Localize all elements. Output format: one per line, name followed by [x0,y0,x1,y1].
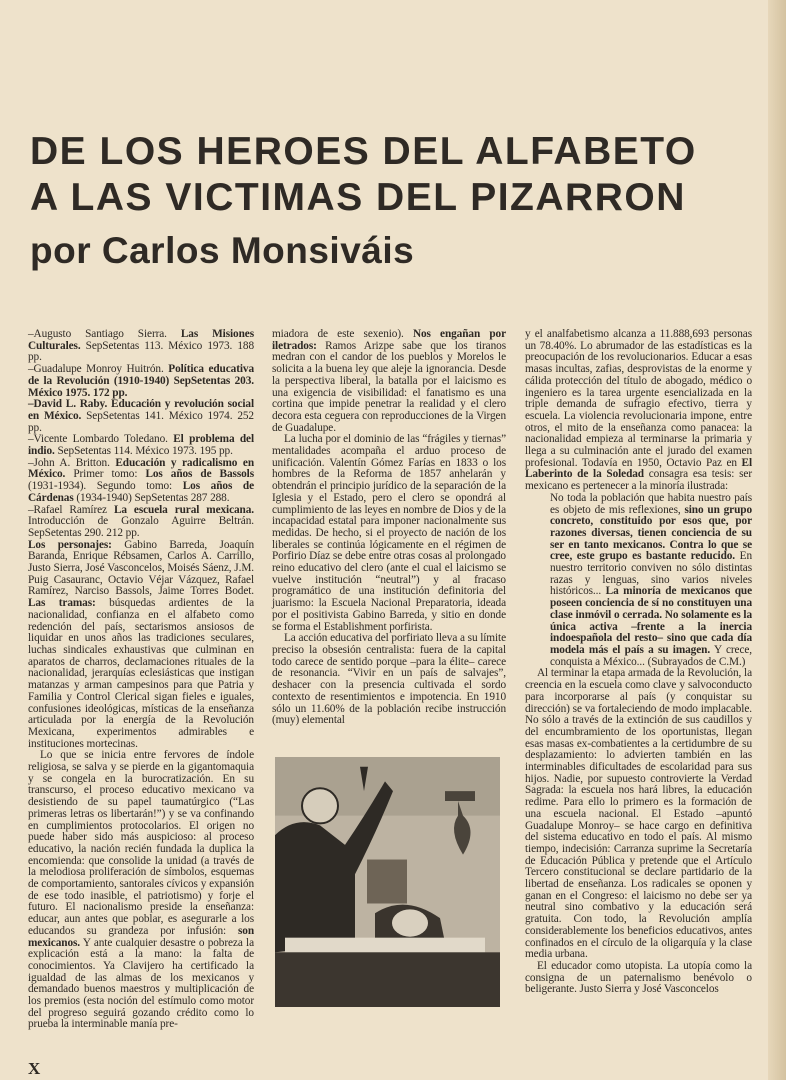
text-column-2 [272,329,506,1007]
text-run: –John A. Britton. [28,456,116,469]
article-title-line-1: DE LOS HEROES DEL ALFABETO [30,130,697,173]
text-run: Introducción de Gonzalo Aguirre Beltrán. SepSetentas 290. 212 pp. [28,515,254,539]
text-run: y el analfabetismo alcanza a 11.888,693 personas un 78.40%. Lo abrumador de las estadísticas es la preocupación de los revolucionarios. Educar a esas masas incultas, zafias, desprovistas de la enorme y cálida protección del título de abogado, médico o ingeniero es la tarea urgente esencializada en la triple demanda de sufragio efectivo, tierra y escuela. La violencia revolucionaria impone, entre otros, el mito de la enseñanza como panacea: la nacionalidad empieza al terminarse la primaria y llega a su culminación ante el jurado del examen profesional. Todavía en 1950, Octavio Paz en [525,328,752,469]
text-run: –Rafael Ramírez [28,503,114,516]
text-run: Primer tomo: [65,468,146,481]
bold-text: La escuela rural mexicana. [113,503,254,516]
text-run: Ramos Arizpe sabe que los tiranos medran con el candor de los pueblos y Morelos le solicita a la buena ley que aleje la ignorancia. Desde la perspectiva liberal, la batalla por el laicismo es una exigencia de visibilidad: el fanatismo es una cortina que impide penetrar la realidad y el clero decora esta ceguera con reproducciones de la Virgen de Guadalupe. [272,339,506,434]
text-run: La lucha por el dominio de las “frágiles y tiernas” mentalidades acompaña el arduo proceso de unificación. Valentín Gómez Farías en 1833 o los hombres de la Reforma de 1857 anhelarán y obtendrán el principio jurídico de la separación de la Iglesia y el Estado, pero el clero se opondrá al cumplimiento de las leyes en nombre de Dios y de la incapacidad estatal para imponer nacionalmente sus medidas. De hecho, si el proyecto de nación de los liberales se continúa lógicamente en el régimen de Porfirio Díaz se debe entre otras cosas al prolongado reino educativo del clero (ante el cual el laicismo se vuelve institución “neutral”) y al fracaso programático de una institución definitoria del juarismo: la Escuela Nacional Preparatoria, ideada por el positivista Gabino Barreda, y sitio en donde se forma el Establishment porfirista. [272,433,506,633]
text-run: miadora de este sexenio). [272,328,413,340]
paragraph [28,750,254,1031]
text-run: El educador como utopista. La utopía como la consigna de un paternalismo benévolo o beligerante. Justo Sierra y José Vasconcelos [525,959,752,996]
text-column-1 [28,329,254,1031]
page-number: X [28,1059,41,1078]
text-run: (1931-1934). Segundo tomo: [28,480,183,493]
bold-text: son mexicanos. [28,924,254,949]
article-byline: por Carlos Monsiváis [30,230,415,271]
bold-text: La minoría de mexicanos que poseen conciencia de sí no constituyen una clase inmóvil o cerrada. No solamente es la única activa –frente a la inercia indoespañola del resto– sino que cada día modela más el país a su imagen. [550,585,753,656]
text-run: –Vicente Lombardo Toledano. [28,433,174,446]
bold-text: –David L. Raby. Educación y revolución social en México. [28,398,254,422]
text-run: No toda la población que habita nuestro país es objeto de mis reflexiones, [550,491,752,516]
text-run: Y crece, conquista a México... (Subrayados de C.M.) [550,643,753,668]
text-run: búsquedas ardientes de la nacionalidad, confianza en el alfabeto como redención del país, sectarismos ansiosos de liquidar en unos años las tradiciones seculares, luchas sindicales exhaustivas que culminan en aparatos de charros, declamaciones rituales de la nacionalidad, jerarquías eclesiásticas que instigan matanzas y arman campesinos para que Patria y Familia y Control Clerical sigan fieles e iguales, confusiones ideológicas, místicas de la enseñanza articulada por la energía de la Revolución Mexicana, experimentos admirables e instituciones mortecinas. [28,597,254,750]
block-quote [550,493,752,669]
paragraph [525,668,752,961]
paragraph [525,329,752,493]
paragraph [28,540,254,751]
text-run: Y ante cualquier desastre o pobreza la explicación está a la mano: la falta de conocimientos. Ya Clavijero ha certificado la igualdad de las almas de los mexicanos y demandado buenos maestros y multiplicación de los premios (esta noción del estímulo como motor del progreso seguirá gozando crédito como lo prueba la interminable manía pre- [28,936,254,1031]
text-run: SepSetentas 114. México 1973. 195 pp. [54,445,233,458]
bold-text: El problema del indio. [28,433,254,458]
text-run: Gabino Barreda, Joaquín Baranda, Enrique Rébsamen, Carlos A. Carrillo, Justo Sierra, José Vasconcelos, Moisés Sáenz, J.M. Puig Casauranc, Octavio Véjar Vázquez, Rafael Ramírez, Narciso Bassols, Jaime Torres Bodet. [28,538,254,598]
text-run: La acción educativa del porfiriato lleva a su límite preciso la obsesión centralista: fuera de la capital todo carece de sentido porque –para la élite– carece de resonancia. “Vivir en un país de salvajes”, deshacer con la presencia cultivada el sordo contexto de resentimientos e impotencia. En 1910 sólo un 11.60% de la población recibe instrucción (muy) elemental [272,632,506,727]
text-column-3 [525,329,752,996]
bold-text: Las tramas: [28,597,96,610]
bold-text: Educación y radicalismo en México. [28,456,254,481]
bold-text: Los años de Bassols [145,468,254,481]
text-run: Lo que se inicia entre fervores de índole religiosa, se salva y se pierde en la gigantomaquia y se congela en la burocratización. En su transcurso, el proceso educativo mexicano va desistiendo de su papel taumatúrgico (“Las primeras letras os libertarán!”) y se va confinando en cumplimientos protocolarios. El origen no puede haber sido más auspicioso: al proceso educativo, la nación recién fundada la duplica la encomienda: que consolide la unidad (a través de la melodiosa proliferación de símbolos, esquemas de comportamiento, santorales cívicos y expansión de ese todo inasible, el patriotismo) y forje el futuro. El nacionalismo preside la enseñanza: educar, aun antes que poblar, es asegurarle a los educandos su grandeza por infusión: [28,749,254,937]
paragraph [28,434,254,457]
bold-text: sino un grupo concreto, constituido por esos que, por razones diversas, tienen conciencia de su ser en tanto mexicanos. Contra lo que se cree, este grupo es bastante reducido. [550,503,753,563]
bold-text: Nos engañan por iletrados: [272,328,506,352]
text-run: SepSetentas 141. México 1974. 252 pp. [28,409,254,434]
text-run: (1934-1940) SepSetentas 287 288. [73,491,230,504]
paragraph [272,434,506,633]
paragraph [28,329,254,364]
text-run: Al terminar la etapa armada de la Revolución, la creencia en la escuela como clave y salvoconducto para incorporarse al país (y conquistar su dirección) se va fortaleciendo de modo implacable. No sólo a través de la extinción de sus caudillos y del encumbramiento de los oportunistas, llegan esas masas ex-combatientes a la certidumbre de su desplazamiento: lo advierten también en las interminables dificultades de escolaridad para sus hijos. Nadie, por supuesto controvierte la Verdad Sagrada: la escuela nos hará libres, la educación redime. Para ello lo primero es la formación de una escuela nacional. El Estado –apuntó Guadalupe Monroy– se hace cargo en definitiva del sistema educativo en todo el país. Al mismo tiempo, indecisión: Carranza suprime la Secretaría de Educación Pública y pretende que el Artículo Tercero constitucional se declare partidario de la libertad de enseñanza. Los radicales se oponen y ganan en el Congreso: el laicismo no debe ser ya neutral sino combativo y la educación será gratuita. Con todo, la Revolución amplía considerablemente los beneficios educativos, antes confinados en el círculo de la oligarquía y la clase media urbana. [525,667,752,961]
paragraph [525,961,752,996]
article-title-line-2: A LAS VICTIMAS DEL PIZARRON [30,176,686,219]
paragraph [272,633,506,727]
bold-text: Política educativa de la Revolución (1910-1940) SepSetentas 203. México 1975. 172 pp. [28,363,254,399]
bold-text: Los años de Cárdenas [28,480,254,504]
text-run: En nuestro territorio conviven no sólo distintas razas y lenguas, sino varios niveles históricos... [550,550,752,598]
page-edge-shadow [768,0,786,1080]
paragraph [28,458,254,505]
text-run: –Augusto Santiago Sierra. [28,328,181,340]
text-run: consagra esa tesis: ser mexicano es pertenecer a la minoría ilustrada: [525,468,752,493]
schoolmaster-illustration [275,757,500,1007]
text-run: –Guadalupe Monroy Huitrón. [28,363,169,376]
text-run: SepSetentas 113. México 1973. 188 pp. [28,339,254,364]
paragraph [272,329,506,434]
paragraph [28,505,254,540]
bold-text: El Laberinto de la Soledad [525,456,752,481]
paragraph [28,364,254,399]
paragraph [28,399,254,434]
bold-text: Los personajes: [28,538,112,551]
bold-text: Las Misiones Culturales. [28,328,254,352]
